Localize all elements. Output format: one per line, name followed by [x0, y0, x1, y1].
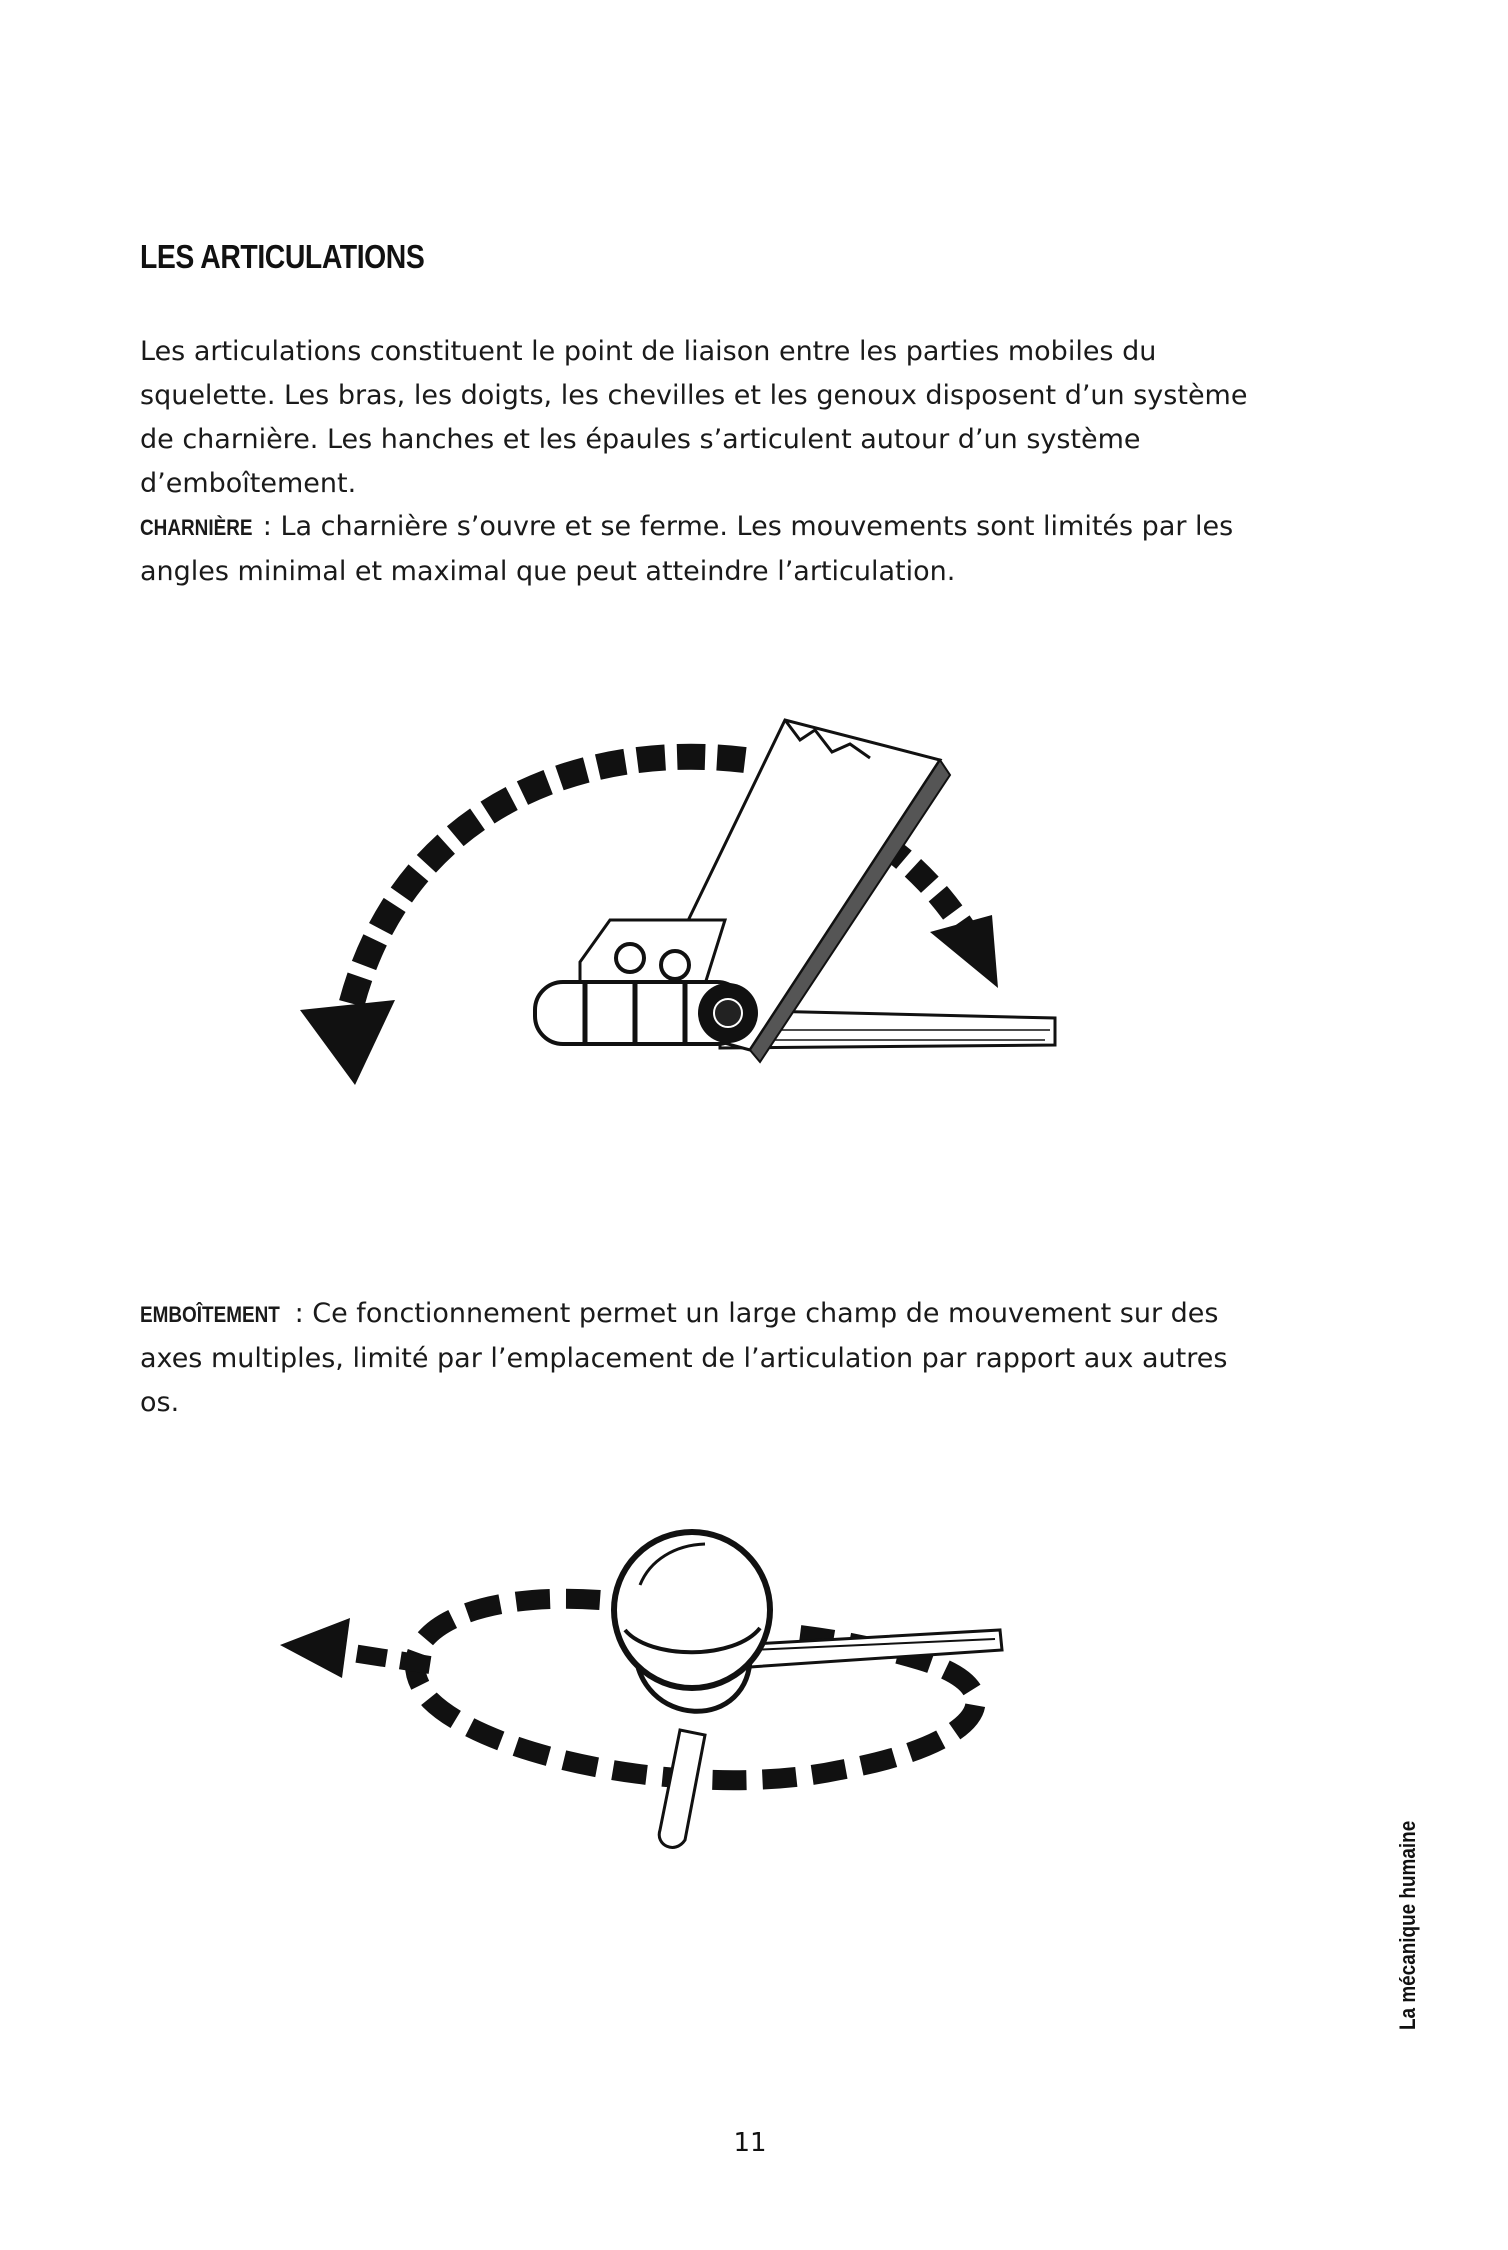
- hinge-right-arc: [885, 845, 965, 930]
- emboitement-paragraph: [140, 1292, 1260, 1425]
- ball-head: [614, 1532, 770, 1688]
- hinge-left-arrowhead: [300, 1000, 395, 1085]
- hinge-right-arrowhead: [930, 915, 998, 988]
- emboitement-separator: :: [294, 1298, 304, 1329]
- hinge-hole-1: [616, 944, 644, 972]
- hinge-hole-2: [661, 951, 689, 979]
- charniere-text: La charnière s’ouvre et se ferme. Les mouvements sont limités par les angles minimal et maximal que peut atteindre l’articulation.: [140, 511, 1234, 587]
- running-header: La mécanique humaine: [1395, 1820, 1420, 2030]
- charniere-paragraph: [140, 505, 1260, 594]
- ball-socket-illustration: [280, 1500, 1080, 1900]
- page-number: 11: [733, 2128, 767, 2158]
- emboitement-term: EMBOÎTEMENT: [140, 1302, 280, 1327]
- charniere-term: CHARNIÈRE: [140, 515, 253, 540]
- emboitement-text: Ce fonctionnement permet un large champ de mouvement sur des axes multiples, limité par l’emplacement de l’articulation par rapport aux autres os.: [140, 1298, 1228, 1418]
- hinge-illustration: [280, 700, 1080, 1120]
- section-title: LES ARTICULATIONS: [140, 238, 425, 275]
- socket-bone: [659, 1730, 705, 1847]
- charniere-separator: :: [262, 511, 272, 542]
- intro-paragraph: Les articulations constituent le point de liaison entre les parties mobiles du squelette. Les bras, les doigts, les chevilles et les genoux disposent d’un système de charnière. Les hanches et les épaules s’articulent autour d’un système d’emboîtement.: [140, 336, 1248, 499]
- orbit-arrowhead: [280, 1618, 350, 1678]
